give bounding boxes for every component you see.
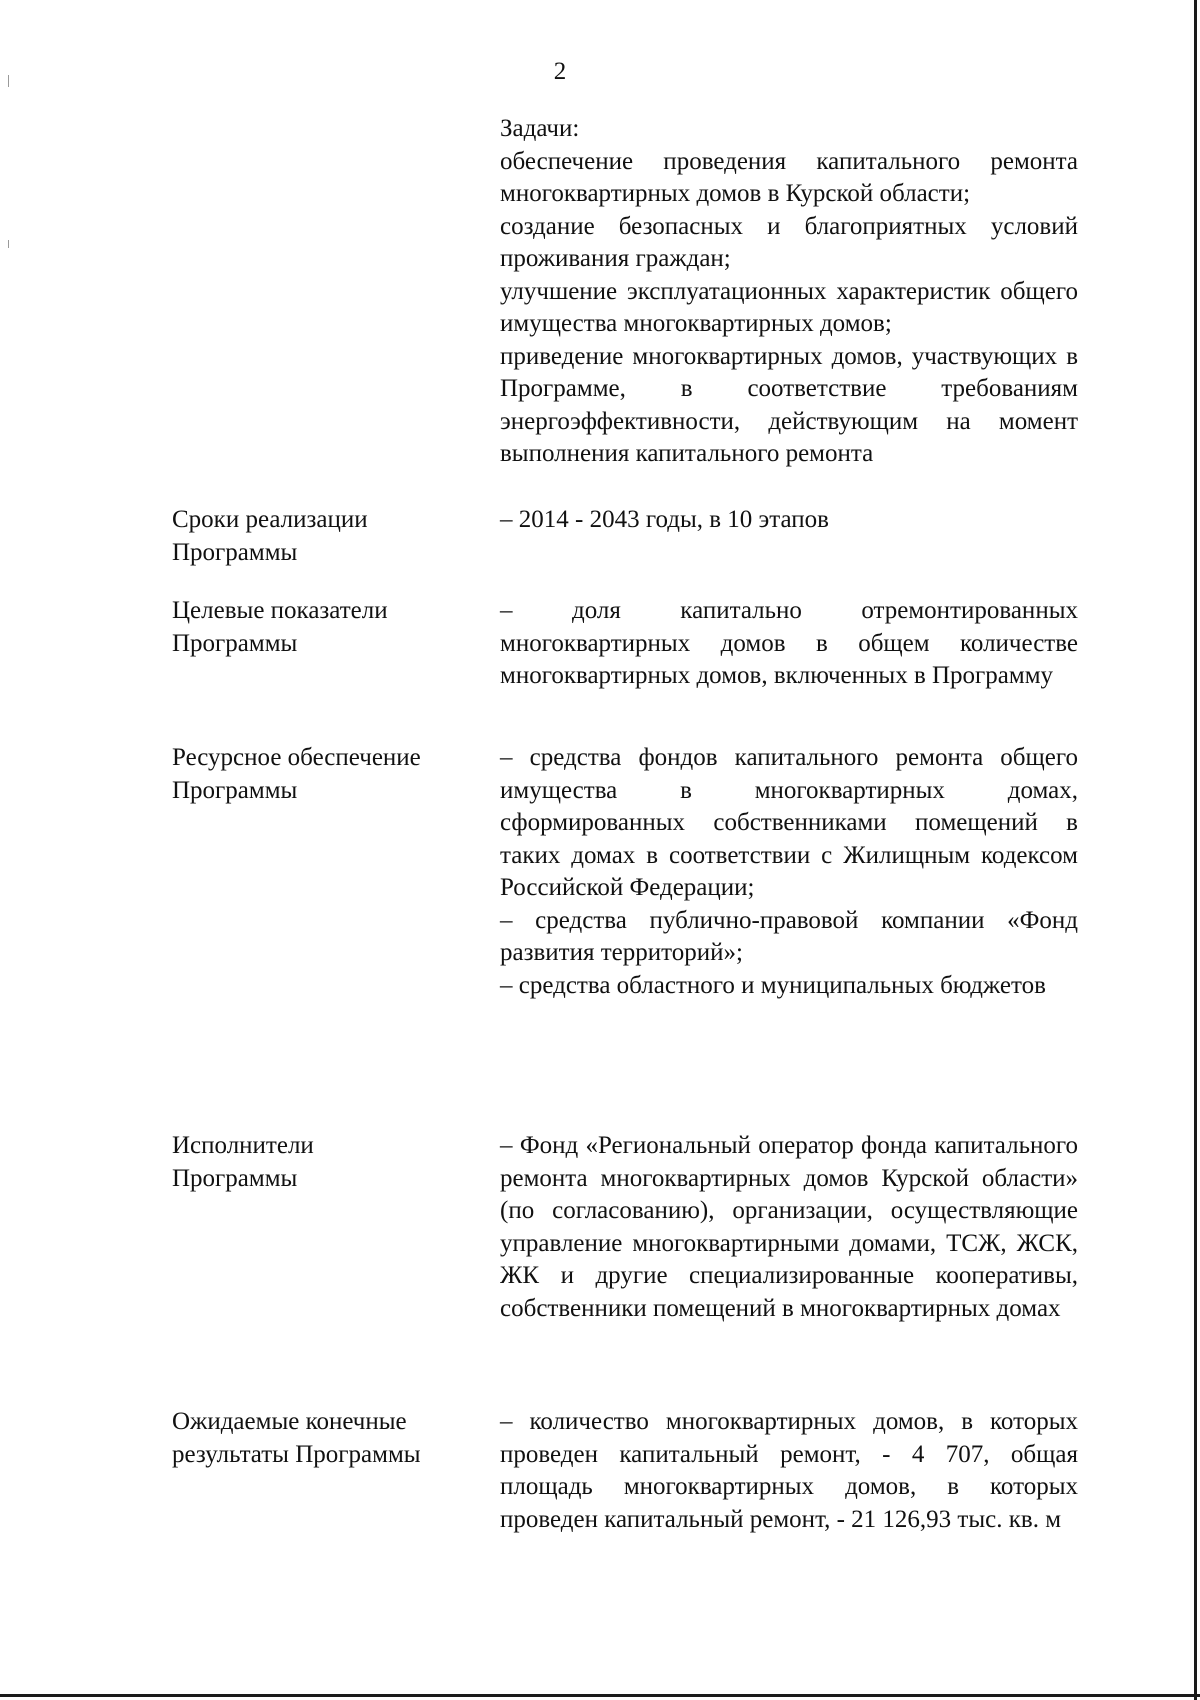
page-number: 2 [553, 58, 567, 85]
scan-edge-right [1194, 0, 1197, 1700]
task-item: приведение многоквартирных домов, участвующих в Программе, в соответствие требованиям энергоэффективности, действующим на момент выполнения капитального ремонта [500, 342, 1078, 467]
scan-speck [8, 75, 9, 87]
row-label-line: Программы [172, 629, 298, 657]
row-label-line: Ресурсное обеспечение [172, 744, 421, 771]
row-label-line: результаты Программы [172, 1440, 421, 1468]
row-label-line: Программы [172, 776, 298, 804]
row-value-results [500, 1406, 1078, 1536]
task-item: улучшение эксплуатационных характеристик общего имущества многоквартирных домов; [500, 277, 1078, 337]
row-label-timeline [172, 504, 482, 569]
scan-speck [8, 240, 9, 248]
row-value-executors [500, 1130, 1078, 1325]
row-value-resources [500, 742, 1078, 1002]
row-value-paragraph: – средства областного и муниципальных бюджетов [500, 971, 1046, 999]
row-label-results [172, 1406, 482, 1471]
row-label-resources [172, 742, 482, 807]
row-label-line: Ожидаемые конечные [172, 1408, 407, 1435]
tasks-block [500, 113, 1078, 471]
row-label-executors [172, 1130, 482, 1195]
row-value-timeline [500, 504, 1078, 537]
row-value-targets [500, 595, 1078, 693]
row-label-line: Целевые показатели [172, 597, 388, 624]
row-value-paragraph: – средства фондов капитального ремонта общего имущества в многоквартирных домах, сформированных собственниками помещений в таких домах в соответствии с Жилищным кодексом Российской Федерации; [500, 744, 1078, 901]
scan-edge-bottom [0, 1694, 1200, 1697]
row-value-paragraph: – доля капитально отремонтированных многоквартирных домов в общем количестве многоквартирных домов, включенных в Программу [500, 597, 1078, 689]
row-label-line: Исполнители [172, 1132, 314, 1159]
tasks-heading: Задачи: [500, 115, 580, 142]
row-label-targets [172, 595, 482, 660]
row-value-paragraph: – 2014 - 2043 годы, в 10 этапов [500, 506, 829, 533]
row-value-paragraph: – количество многоквартирных домов, в которых проведен капитальный ремонт, - 4 707, общая площадь многоквартирных домов, в которых проведен капитальный ремонт, - 21 126,93 тыс. кв. м [500, 1408, 1078, 1533]
row-label-line: Программы [172, 538, 298, 566]
row-label-line: Сроки реализации [172, 506, 368, 533]
row-value-paragraph: – Фонд «Региональный оператор фонда капитального ремонта многоквартирных домов Курской области» (по согласованию), организации, осуществляющие управление многоквартирными домами, ТСЖ, ЖСК, ЖК и другие специализированные кооперативы, собственники помещений в многоквартирных домах [500, 1132, 1078, 1322]
row-label-line: Программы [172, 1164, 298, 1192]
task-item: обеспечение проведения капитального ремонта многоквартирных домов в Курской области; [500, 147, 1078, 207]
task-item: создание безопасных и благоприятных условий проживания граждан; [500, 212, 1078, 272]
row-value-paragraph: – средства публично-правовой компании «Фонд развития территорий»; [500, 906, 1078, 966]
